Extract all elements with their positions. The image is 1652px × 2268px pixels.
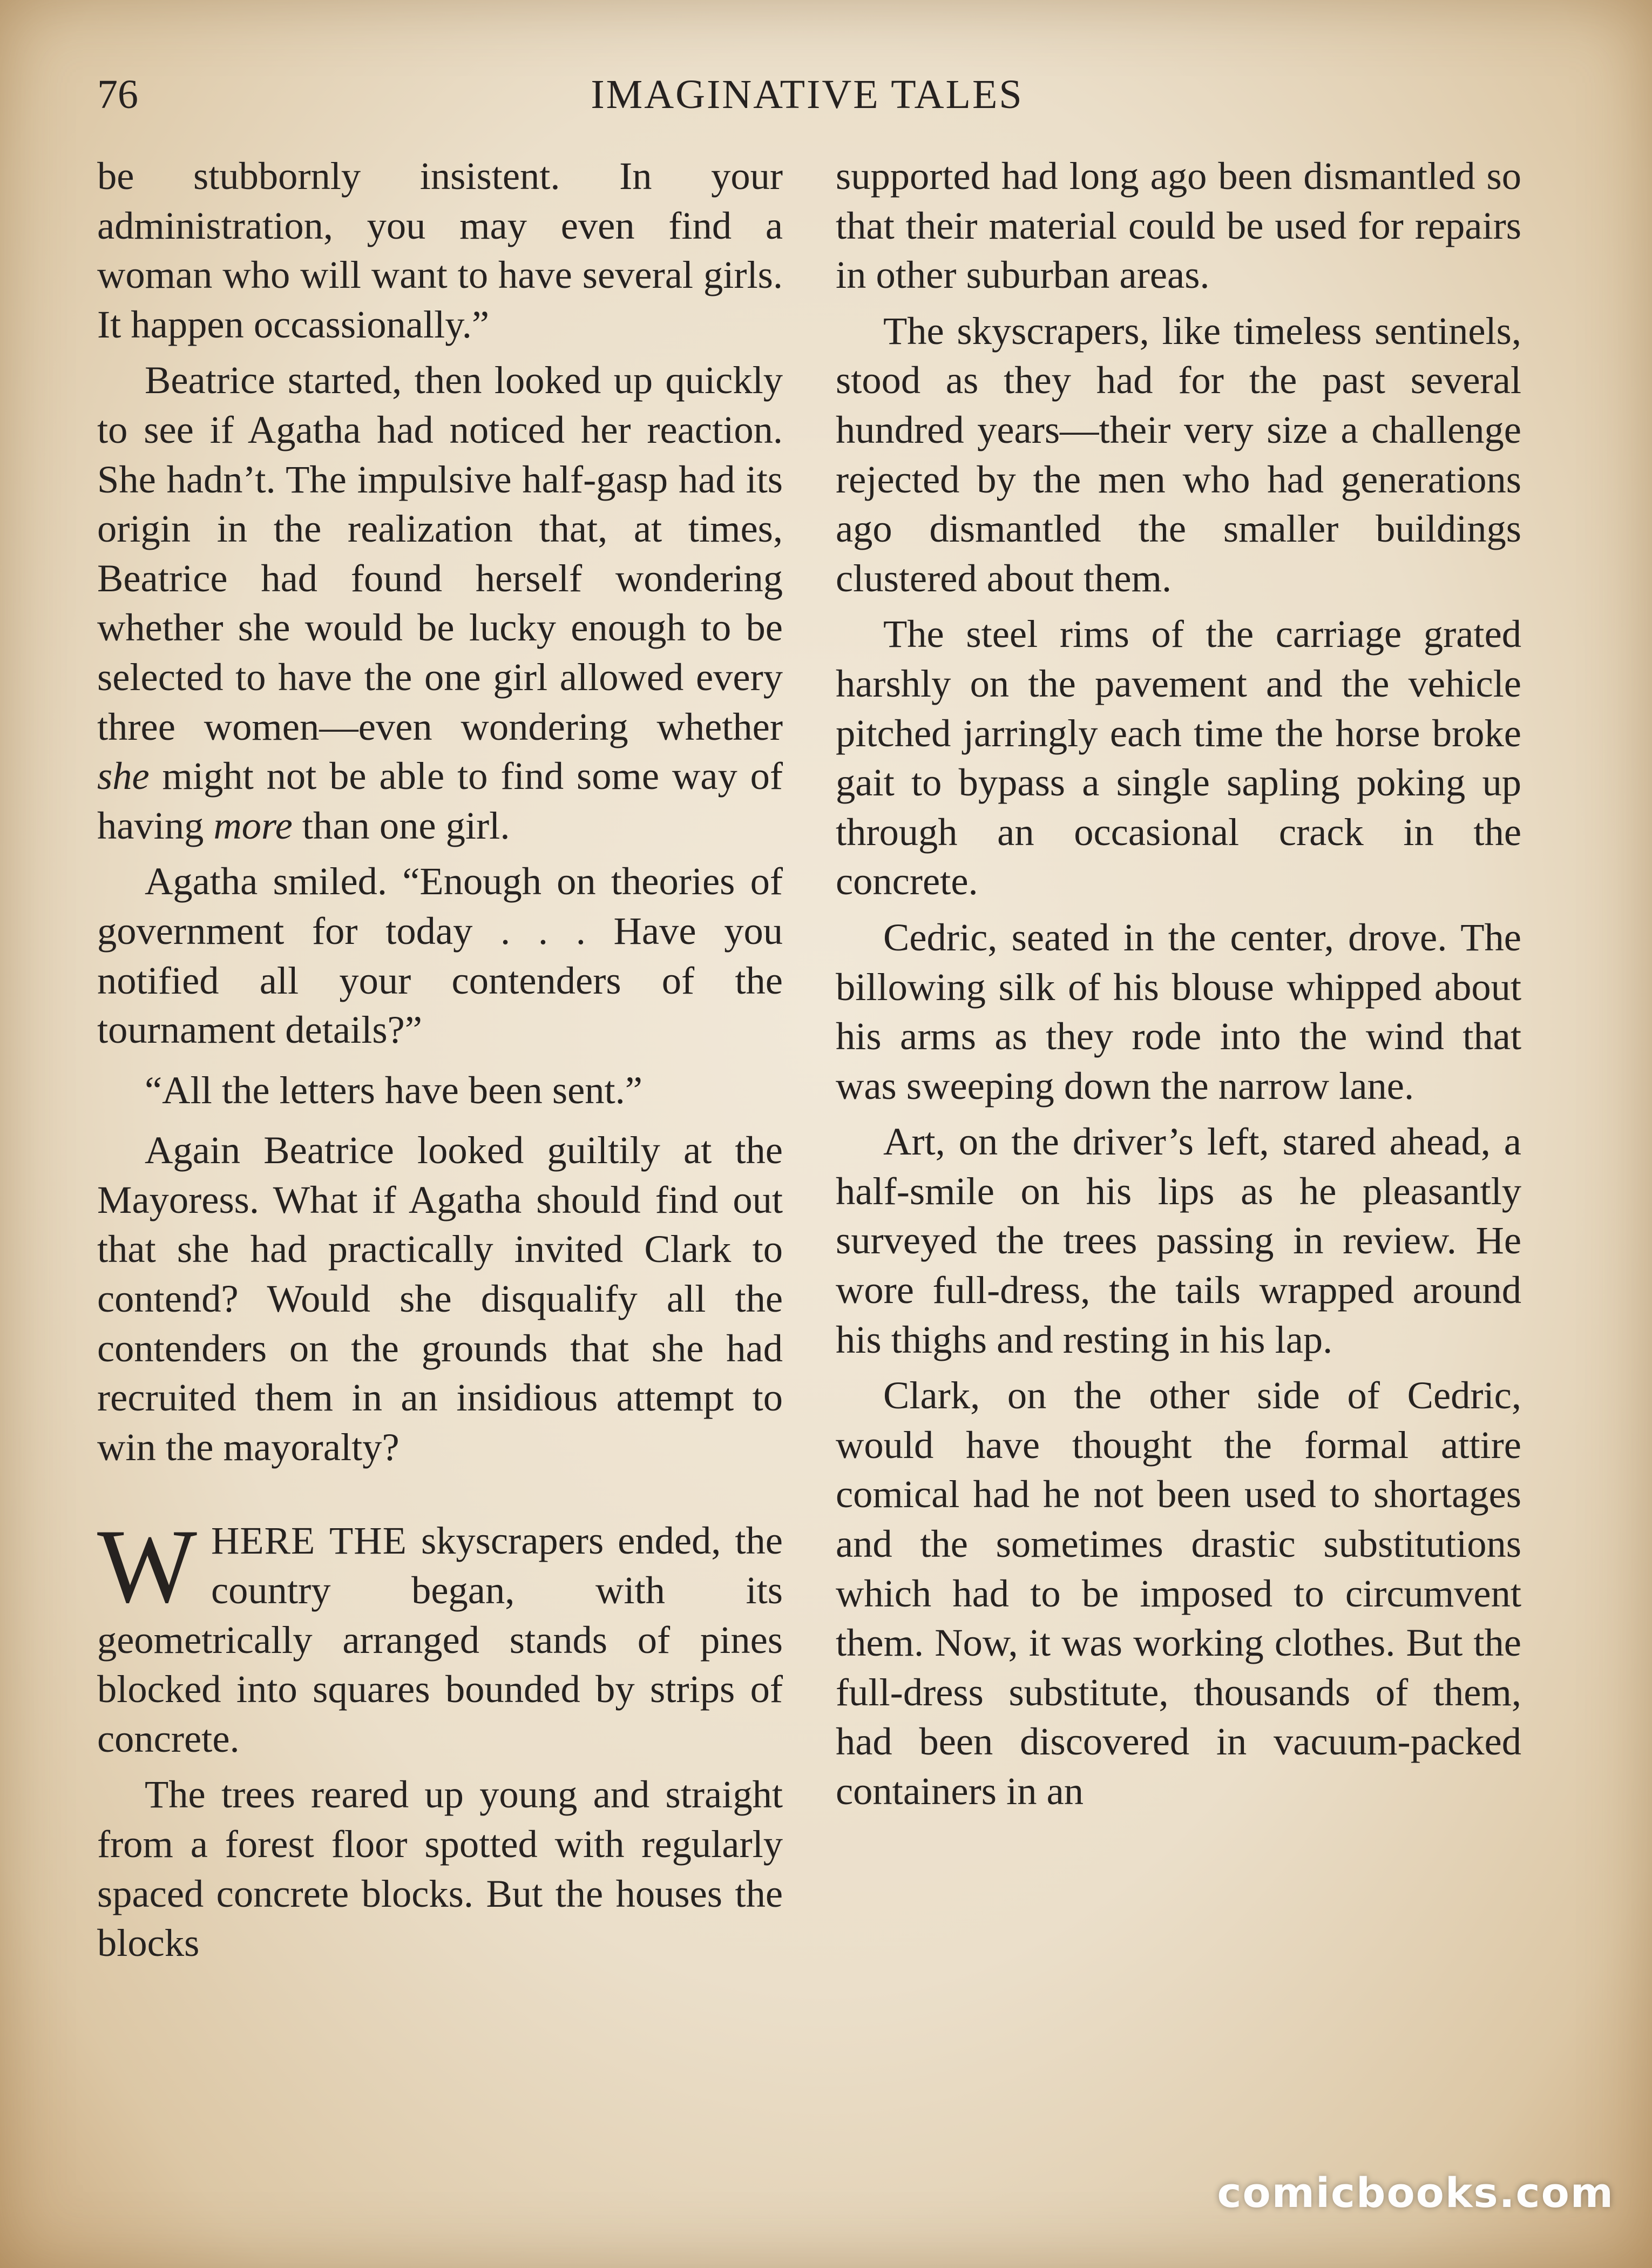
- right-column: [836, 151, 1521, 1823]
- paragraph: “All the letters have been sent.”: [145, 1068, 642, 1112]
- section-break: [97, 1478, 783, 1516]
- drop-cap: W: [97, 1508, 197, 1625]
- paragraph: [97, 1508, 783, 1763]
- paragraph: Clark, on the other side of Cedric, would have thought the formal attire comical had he not been used to shortages and the sometimes drastic substitutions which had to be imposed to circumvent them. Now, it was working clothes. But the full-dress substitute, thousands of them, had been discovered in vacuum-packed containers in an: [836, 1373, 1521, 1813]
- paragraph: [97, 355, 783, 850]
- paragraph: supported had long ago been dismantled so that their material could be used for repairs in other suburban areas.: [836, 154, 1521, 297]
- paragraph: Again Beatrice looked guiltily at the Mayoress. What if Agatha should find out that she had practically invited Clark to contend? Would she disqualify all the contenders on the grounds that she had recruited them in an insidious attempt to win the mayoralty?: [97, 1128, 783, 1469]
- watermark: comicbooks.com: [1217, 2169, 1614, 2217]
- paragraph: The steel rims of the carriage grated harshly on the pavement and the vehicle pitched jarringly each time the horse broke gait to bypass a single sapling poking up through an occasional crack in the concrete.: [836, 612, 1521, 903]
- left-column: [97, 151, 783, 1974]
- paragraph: The skyscrapers, like timeless sentinels, stood as they had for the past several hundred years—their very size a challenge rejected by the men who had generations ago dismantled the smaller buildings clustered about them.: [836, 308, 1521, 600]
- paragraph: Agatha smiled. “Enough on theories of government for today . . . Have you notified all your contenders of the tournament details?”: [97, 859, 783, 1052]
- lead-in-caps: HERE THE: [211, 1518, 407, 1563]
- paragraph: Cedric, seated in the center, drove. The billowing silk of his blouse whipped about his arms as they rode into the wind that was sweeping down the narrow lane.: [836, 915, 1521, 1108]
- paragraph-text: might not be able to find some way of having: [97, 754, 783, 847]
- emphasis-text: she: [97, 754, 150, 798]
- emphasis-text: more: [213, 803, 293, 847]
- paragraph-text: than one girl.: [302, 803, 510, 847]
- running-title: IMAGINATIVE TALES: [591, 72, 1024, 117]
- page-header: [97, 65, 1517, 124]
- paragraph: be stubbornly insistent. In your administration, you may even find a woman who will want to have several girls. It happen occassionally.”: [97, 154, 783, 346]
- paragraph: Art, on the driver’s left, stared ahead, a half-smile on his lips as he pleasantly surveyed the trees passing in review. He wore full-dress, the tails wrapped around his thighs and resting in his lap.: [836, 1119, 1521, 1361]
- paragraph-text: skyscrapers ended, the country began, with its geometrically arranged stands of pines blocked into squares bounded by strips of concrete.: [97, 1518, 783, 1760]
- paragraph-text: Beatrice started, then looked up quickly to see if Agatha had noticed her reaction. She hadn’t. The impulsive half-gasp had its origin in the realization that, at times, Beatrice had found herself wondering whether she would be lucky enough to be selected to have the one girl allowed every three women—even wondering whether: [97, 358, 783, 748]
- page-number: 76: [97, 72, 138, 117]
- paragraph: The trees reared up young and straight from a forest floor spotted with regularly spaced concrete blocks. But the houses the blocks: [97, 1772, 783, 1965]
